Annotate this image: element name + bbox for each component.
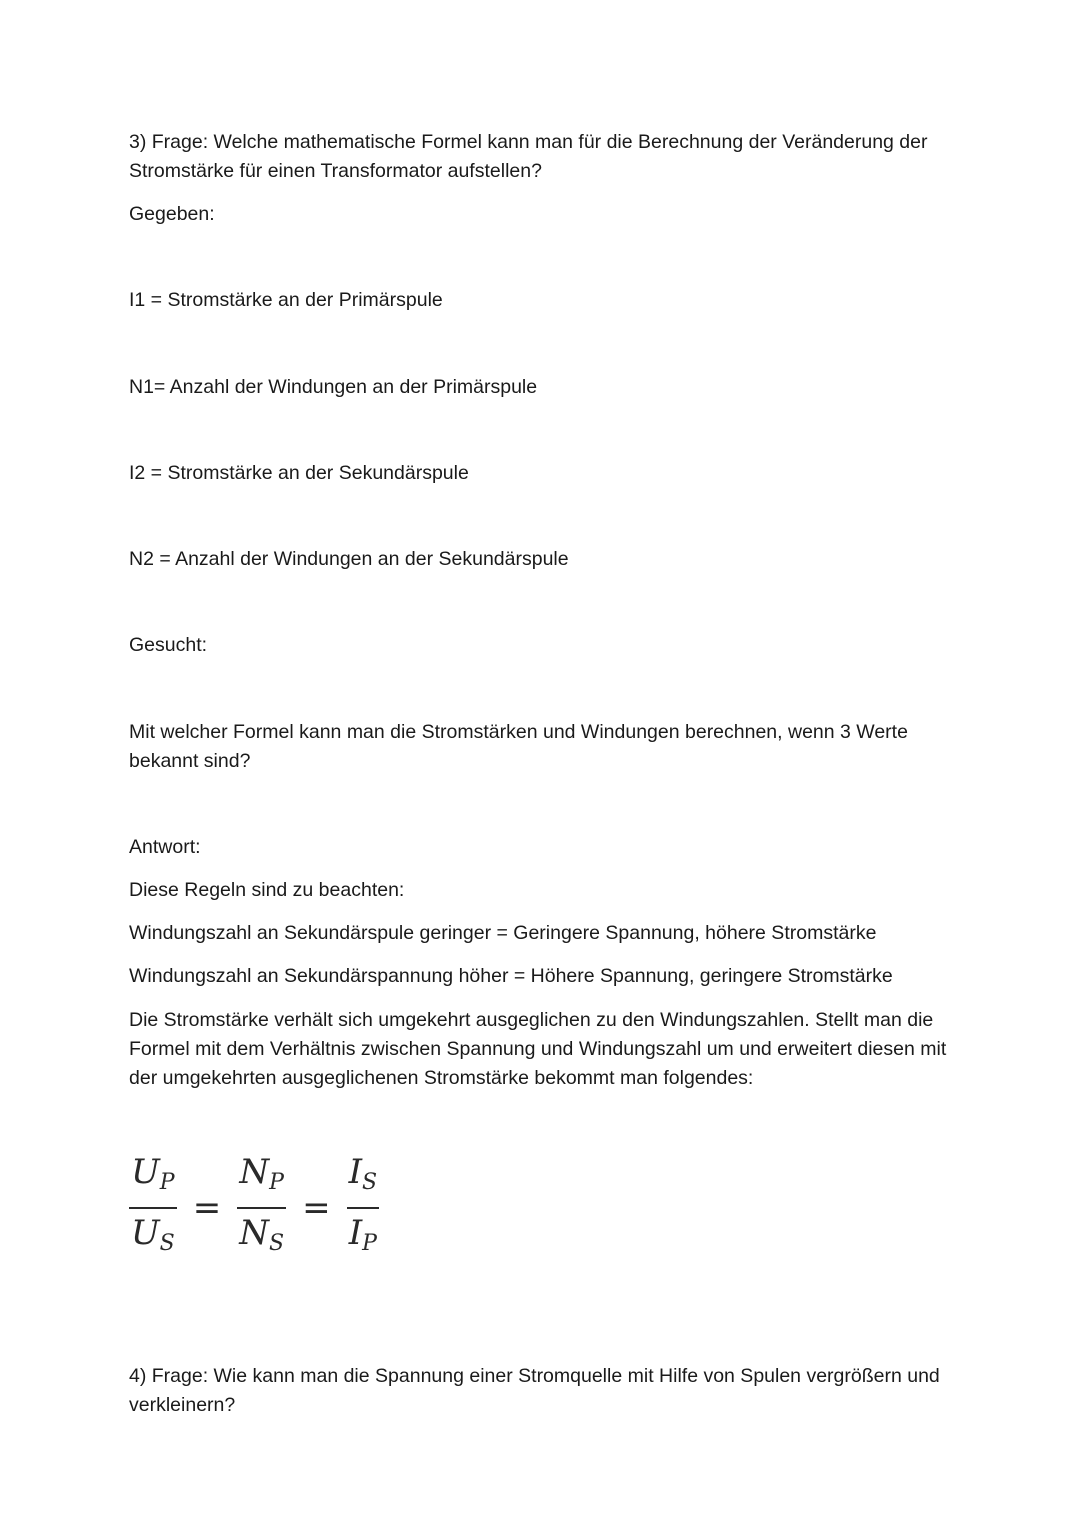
answer-label: Antwort:	[129, 836, 201, 858]
question-4-title: 4) Frage: Wie kann man die Spannung einer Stromquelle mit Hilfe von Spulen vergrößern und verkleinern?	[129, 1365, 940, 1416]
numerator-np: $N_P$	[239, 1152, 284, 1195]
denominator-ip: $I_P$	[348, 1213, 377, 1256]
given-item-i2: I2 = Stromstärke an der Sekundärspule	[129, 462, 469, 484]
given-label: Gegeben:	[129, 203, 215, 225]
fraction-current	[347, 1151, 380, 1265]
explanation-text: Die Stromstärke verhält sich umgekehrt ausgeglichen zu den Windungszahlen. Stellt man die Formel mit dem Verhältnis zwischen Spannung und Windungszahl um und erweitert diesen mit der umgekehrten ausgeglichenen Stromstärke bekommt man folgendes:	[129, 1009, 947, 1089]
fraction-windings	[237, 1151, 286, 1265]
rule-2: Windungszahl an Sekundärspannung höher = Höhere Spannung, geringere Stromstärke	[129, 965, 893, 987]
fraction-bar	[347, 1207, 380, 1209]
numerator-up: $U_P$	[131, 1152, 175, 1195]
fraction-bar	[237, 1207, 286, 1209]
numerator-is: $I_S$	[348, 1152, 378, 1195]
rules-intro: Diese Regeln sind zu beachten:	[129, 879, 405, 901]
given-item-i1: I1 = Stromstärke an der Primärspule	[129, 289, 443, 311]
fraction-bar	[129, 1207, 177, 1209]
transformer-formula	[129, 1148, 379, 1268]
fraction-voltage	[129, 1151, 177, 1265]
question-3-title: 3) Frage: Welche mathematische Formel kann man für die Berechnung der Veränderung der Stromstärke für einen Transformator aufstellen?	[129, 131, 928, 182]
given-item-n2: N2 = Anzahl der Windungen an der Sekundärspule	[129, 548, 569, 570]
denominator-us: $U_S$	[131, 1213, 175, 1256]
given-item-n1: N1= Anzahl der Windungen an der Primärspule	[129, 376, 538, 398]
sought-text: Mit welcher Formel kann man die Stromstärken und Windungen berechnen, wenn 3 Werte bekannt sind?	[129, 721, 908, 772]
equals-sign: =	[192, 1188, 222, 1228]
rule-1: Windungszahl an Sekundärspule geringer = Geringere Spannung, höhere Stromstärke	[129, 922, 877, 944]
sought-label: Gesucht:	[129, 634, 208, 656]
denominator-ns: $N_S$	[239, 1213, 285, 1256]
equals-sign: =	[302, 1188, 331, 1228]
